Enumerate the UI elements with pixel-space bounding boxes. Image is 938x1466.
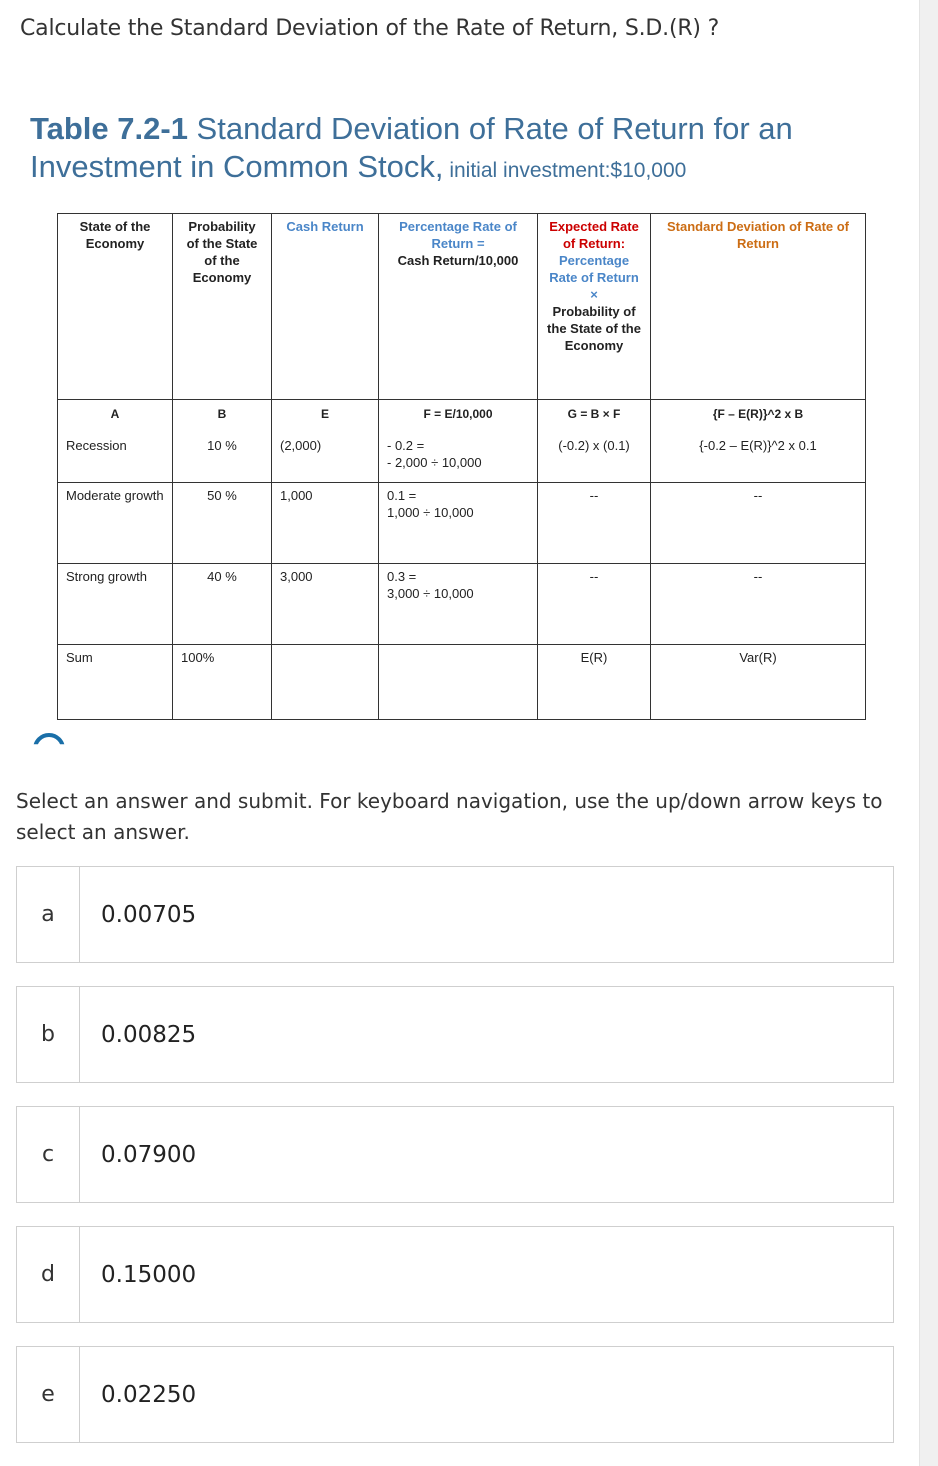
percentage-cell: 0.1 = 1,000 ÷ 10,000 bbox=[379, 483, 538, 564]
sum-expected-cell: E(R) bbox=[538, 645, 651, 720]
table-sum-row bbox=[58, 645, 866, 720]
header-probability: Probability of the State of the Economy bbox=[173, 214, 272, 400]
std-dev-cell: -- bbox=[651, 564, 866, 645]
empty-cell bbox=[272, 645, 379, 720]
percentage-cell: - 0.2 = - 2,000 ÷ 10,000 bbox=[379, 433, 538, 483]
empty-cell bbox=[379, 645, 538, 720]
header-expected-return bbox=[538, 214, 651, 400]
probability-cell: 40 % bbox=[173, 564, 272, 645]
answer-option-d[interactable] bbox=[16, 1226, 894, 1323]
cash-cell: 3,000 bbox=[272, 564, 379, 645]
header-cash-return: Cash Return bbox=[272, 214, 379, 400]
sum-variance-cell: Var(R) bbox=[651, 645, 866, 720]
header-std-dev: Standard Deviation of Rate of Return bbox=[651, 214, 866, 400]
letter-cell: E bbox=[272, 400, 379, 434]
header-expected-title: Expected Rate of Return: bbox=[549, 219, 639, 251]
returns-table bbox=[57, 213, 866, 720]
scrollbar[interactable] bbox=[919, 0, 938, 1466]
header-expected-prob: Probability of the State of the Economy bbox=[547, 304, 641, 353]
option-value: 0.15000 bbox=[101, 1261, 197, 1288]
std-dev-cell: {-0.2 – E(R)}^2 x 0.1 bbox=[651, 433, 866, 483]
header-percentage-return bbox=[379, 214, 538, 400]
table-letters-row bbox=[58, 400, 866, 434]
option-letter: e bbox=[17, 1347, 80, 1442]
answer-option-e[interactable] bbox=[16, 1346, 894, 1443]
expected-cell: -- bbox=[538, 483, 651, 564]
answer-option-c[interactable] bbox=[16, 1106, 894, 1203]
expected-cell: (-0.2) x (0.1) bbox=[538, 433, 651, 483]
cash-cell: (2,000) bbox=[272, 433, 379, 483]
state-cell: Recession bbox=[58, 433, 173, 483]
letter-cell: G = B × F bbox=[538, 400, 651, 434]
header-expected-pct: Percentage Rate of Return × bbox=[549, 253, 639, 302]
letter-cell: {F – E(R)}^2 x B bbox=[651, 400, 866, 434]
expected-cell: -- bbox=[538, 564, 651, 645]
header-percentage-title: Percentage Rate of Return = bbox=[399, 219, 517, 251]
option-value: 0.02250 bbox=[101, 1381, 197, 1408]
loading-indicator bbox=[33, 733, 65, 765]
header-percentage-formula: Cash Return/10,000 bbox=[397, 253, 519, 268]
state-cell: Moderate growth bbox=[58, 483, 173, 564]
std-dev-cell: -- bbox=[651, 483, 866, 564]
table-title bbox=[30, 110, 870, 190]
option-letter: d bbox=[17, 1227, 80, 1322]
question-text: Calculate the Standard Deviation of the Rate of Return, S.D.(R) ? bbox=[20, 16, 720, 41]
answer-option-a[interactable] bbox=[16, 866, 894, 963]
state-cell: Strong growth bbox=[58, 564, 173, 645]
option-letter: a bbox=[17, 867, 80, 962]
header-state: State of the Economy bbox=[58, 214, 173, 400]
option-letter: b bbox=[17, 987, 80, 1082]
answer-option-b[interactable] bbox=[16, 986, 894, 1083]
table-header-row bbox=[58, 214, 866, 400]
probability-cell: 10 % bbox=[173, 433, 272, 483]
option-value: 0.07900 bbox=[101, 1141, 197, 1168]
table-number: Table 7.2-1 bbox=[30, 111, 188, 146]
option-value: 0.00825 bbox=[101, 1021, 197, 1048]
percentage-cell: 0.3 = 3,000 ÷ 10,000 bbox=[379, 564, 538, 645]
option-letter: c bbox=[17, 1107, 80, 1202]
table-row bbox=[58, 564, 866, 645]
letter-cell: F = E/10,000 bbox=[379, 400, 538, 434]
cash-cell: 1,000 bbox=[272, 483, 379, 564]
table-row bbox=[58, 483, 866, 564]
letter-cell: A bbox=[58, 400, 173, 434]
table-title-main: Standard Deviation of Rate of Return for an Investment in Common Stock, bbox=[30, 111, 793, 184]
letter-cell: B bbox=[173, 400, 272, 434]
table-row bbox=[58, 433, 866, 483]
sum-label-cell: Sum bbox=[58, 645, 173, 720]
option-value: 0.00705 bbox=[101, 901, 197, 928]
table-title-note: initial investment:$10,000 bbox=[443, 159, 687, 182]
probability-cell: 50 % bbox=[173, 483, 272, 564]
instructions: Select an answer and submit. For keyboard navigation, use the up/down arrow keys to select an answer. bbox=[16, 789, 883, 844]
sum-probability-cell: 100% bbox=[173, 645, 272, 720]
